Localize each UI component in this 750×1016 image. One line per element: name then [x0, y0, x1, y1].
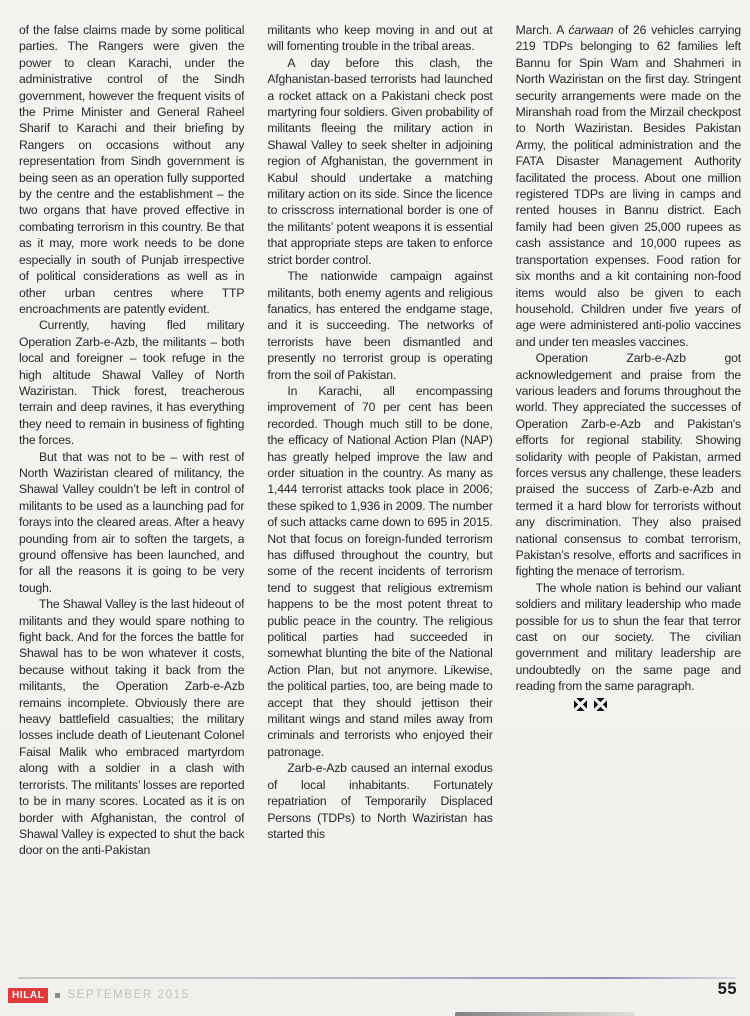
- body-text: The Shawal Valley is the last hideout of militants and they would spare nothing to fight back. And for the forces the battle for Shawal has to be won whatever it costs, because without taking it back from the militants, the Operation Zarb-e-Azb remains incomplete. Obviously there are heavy battlefield casualties; the military losses include death of Lieutenant Colonel Faisal Malik who embraced martyrdom along with a soldier in a clash with terrorists. The militants’ losses are reported to be in many scores. Located as it is on border with Afghanistan, the control of Shawal Valley is expected to shut the back door on the anti-Pakistan: [19, 597, 245, 858]
- article-column-1: [19, 22, 244, 962]
- article-end-icon: [574, 698, 587, 711]
- body-text: In Karachi, all encompassing improvement of 70 per cent has been recorded. Though much still to be done, the efficacy of National Action Plan (NAP) has greatly helped improve the law and order situation in the country. As many as 1,444 terrorist attacks took place in 2006; these spiked to 1,936 in 2009. The number of such attacks came down to 695 in 2015. Not that focus on foreign-funded terrorism has diffused throughout the country, but some of the recent incidents of terrorism tend to suggest that religious extremism happens to be the most potent threat to public peace in the country. The religious political parties had succeeded in somewhat blunting the bite of the National Action Plan, but not anymore. Likewise, the political parties, too, are being made to accept that they should jettison their militant wings and stand miles away from criminals and terrorists who enjoyed their patronage.: [267, 383, 493, 759]
- article-column-2: [267, 22, 492, 962]
- paragraph: [267, 760, 492, 842]
- body-text: Zarb-e-Azb caused an internal exodus of local inhabitants. Fortunately repatriation of Temporarily Displaced Persons (TDPs) to North Waziristan has started this: [267, 761, 493, 841]
- paragraph: [267, 22, 492, 55]
- paragraph: [267, 383, 492, 760]
- paragraph: [19, 596, 244, 859]
- scan-edge-artifact: [455, 1012, 635, 1016]
- body-text: The nationwide campaign against militants, both enemy agents and religious fanatics, has entered the endgame stage, and it is succeeding. The networks of terrorists have been dismantled and presently no terrorist group is operating from the soil of Pakistan.: [267, 269, 493, 382]
- article-end-marks: [516, 698, 741, 711]
- body-text: The whole nation is behind our valiant soldiers and military leadership who made possible for us to shun the fear that terror cast on our society. The civilian government and military leadership are undoubtedly on the same page and reading from the same paragraph.: [515, 580, 741, 694]
- body-text: March. A: [515, 23, 569, 37]
- magazine-logo: HILAL: [8, 988, 48, 1003]
- paragraph: [267, 268, 492, 383]
- paragraph: [516, 350, 741, 580]
- footer-divider: [18, 977, 736, 979]
- paragraph: [19, 449, 244, 597]
- body-text: Currently, having fled military Operation Zarb-e-Azb, the militants – both local and foreigner – took refuge in the high altitude Shawal Valley of North Waziristan. Thick forest, treacherous terrain and deep ravines, it has everything they need to remain in business of fighting the forces.: [19, 318, 245, 448]
- article-columns: [19, 22, 741, 962]
- paragraph: [267, 55, 492, 268]
- paragraph: [19, 317, 244, 448]
- footer: [8, 988, 190, 1003]
- paragraph: [516, 580, 741, 695]
- body-text: A day before this clash, the Afghanistan-based terrorists had launched a rocket attack on a Pakistani check post martyring four soldiers. Given probability of militants fleeing the military action in Shawal Valley to seek shelter in adjoining region of Afghanistan, the government in Kabul should undertake a matching military action on its side. Since the licence to crisscross international border is one of the militants’ potent weapons it is essential that appropriate steps are taken to enforce strict border control.: [267, 55, 493, 267]
- page-number: 55: [717, 980, 737, 998]
- paragraph: [516, 22, 741, 350]
- body-text: of the false claims made by some political parties. The Rangers were given the power to clean Karachi, under the administrative control of the Sindh government, however the frequent visits of the Prime Minister and General Raheel Sharif to Karachi and their briefing by Rangers on occasions without any representation from Sindh government is being seen as an operation fully supported by the centre and the establishment – the two organs that have proved effective in combating terrorism in this country. Be that as it may, more work needs to be done especially in south of Punjab irrespective of political considerations as well as in other urban centres where TTP encroachments are patently evident.: [19, 23, 245, 316]
- article-end-icon: [594, 698, 607, 711]
- italic-text: ćarwaan: [568, 23, 614, 37]
- article-column-3: [516, 22, 741, 962]
- issue-date: SEPTEMBER 2015: [67, 989, 190, 1002]
- body-text: of 26 vehicles carrying 219 TDPs belonging to 62 families left Bannu for Spin Wam and Shahmeri in North Waziristan on the first day. Stringent security arrangements were made on the Miranshah road from the Mirzail checkpost to North Waziristan. Besides Pakistan Army, the political administration and the FATA Disaster Management Authority facilitated the process. About one million registered TDPs are living in camps and rented houses in Bannu district. Each family had been given 25,000 rupees as cash assistance and 10,000 rupees as transportation expenses. Food ration for six months and a kit containing non-food items would also be given to each household. Children under five years of age were administered anti-polio vaccines and under ten measles vaccines.: [515, 23, 741, 349]
- body-text: But that was not to be – with rest of North Waziristan cleared of militancy, the Shawal Valley couldn’t be left in control of militants to be used as a launching pad for forays into the cleared areas. After a heavy pounding from air to soften the targets, a ground offensive has been launched, and for all the reasons it is going to be very tough.: [19, 449, 245, 595]
- body-text: Operation Zarb-e-Azb got acknowledgement and praise from the various leaders and forums throughout the world. They appreciated the successes of Operation Zarb-e-Azb and Pakistan's efforts for regional stability. Showing solidarity with people of Pakistan, armed forces versus any challenge, these leaders praised the success of Zarb-e-Azb and termed it a hard blow for terrorists without any discrimination. They also praised national consensus to combat terrorism, Pakistan’s resolve, efforts and sacrifices in fighting the menace of terrorism.: [515, 351, 741, 579]
- bullet-separator-icon: [55, 993, 60, 998]
- body-text: militants who keep moving in and out at will fomenting trouble in the tribal areas.: [267, 23, 493, 54]
- paragraph: [19, 22, 244, 317]
